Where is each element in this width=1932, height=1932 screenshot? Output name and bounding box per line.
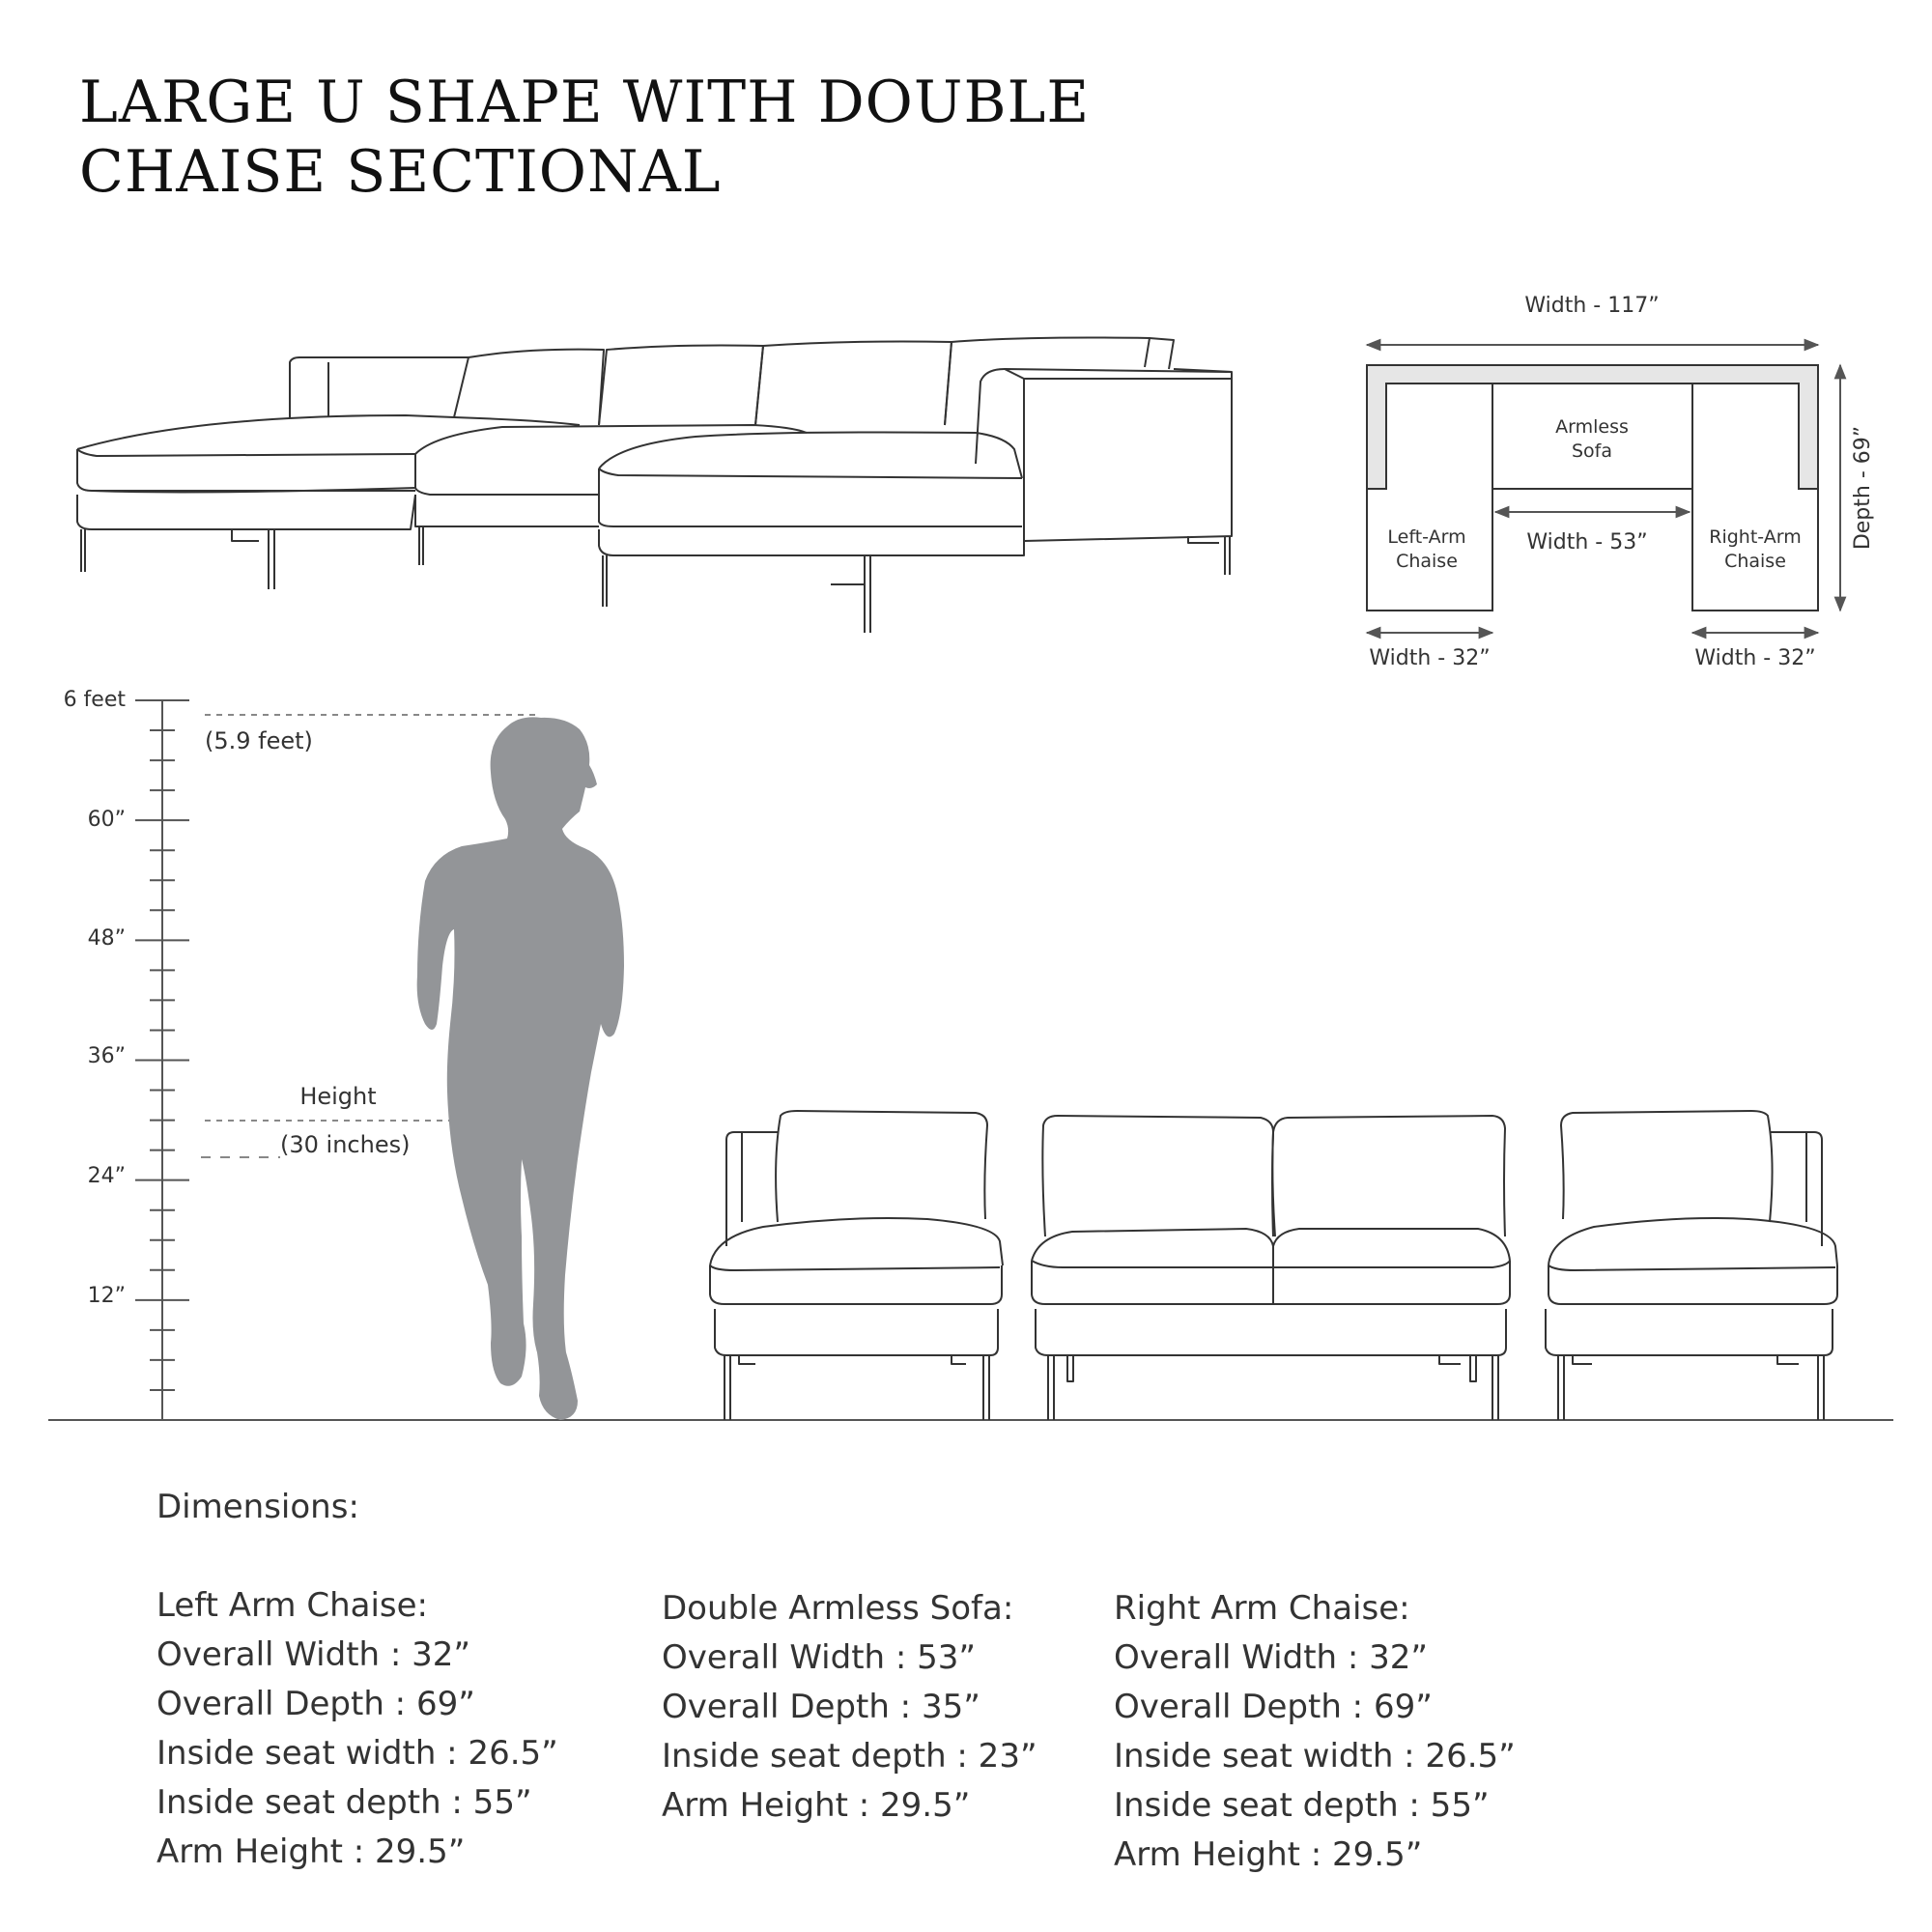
spec-line: Inside seat depth : 23”	[662, 1737, 1037, 1776]
dimensions-heading: Dimensions:	[156, 1488, 359, 1526]
tick-label-12: 12”	[87, 1284, 126, 1308]
right-arm-chaise-specs	[1114, 1584, 1516, 1880]
left-chaise-label-1: Left-Arm	[1387, 526, 1466, 548]
overall-depth-label: Depth - 69”	[1851, 425, 1875, 551]
spec-line: Overall Width : 32”	[1114, 1638, 1429, 1677]
front-view-double-armless-sofa	[1032, 1116, 1510, 1420]
spec-line: Overall Depth : 35”	[662, 1688, 980, 1726]
spec-line: Inside seat depth : 55”	[1114, 1786, 1490, 1825]
armless-sofa-label-2: Sofa	[1571, 440, 1613, 462]
spec-line: Inside seat depth : 55”	[156, 1783, 532, 1822]
armless-sofa-label-1: Armless	[1555, 416, 1629, 438]
tick-label-6ft: 6 feet	[63, 688, 126, 712]
front-view-left-arm-chaise	[710, 1111, 1003, 1420]
left-arm-chaise-title: Left Arm Chaise:	[156, 1586, 428, 1625]
left-chaise-label-2: Chaise	[1396, 551, 1458, 572]
left-width-label: Width - 32”	[1369, 646, 1491, 670]
title-line-1: LARGE U SHAPE WITH DOUBLE	[79, 69, 1091, 136]
right-chaise-label-1: Right-Arm	[1709, 526, 1802, 548]
spec-line: Overall Depth : 69”	[156, 1685, 475, 1723]
height-scale	[48, 700, 1893, 1420]
person-height-label: (5.9 feet)	[205, 727, 313, 754]
spec-line: Arm Height : 29.5”	[662, 1786, 971, 1825]
spec-line: Inside seat width : 26.5”	[1114, 1737, 1516, 1776]
sofa-height-value: (30 inches)	[280, 1131, 411, 1158]
sectional-perspective-drawing	[77, 338, 1232, 634]
spec-line: Arm Height : 29.5”	[1114, 1835, 1423, 1874]
scale-labels	[64, 688, 127, 1308]
spec-line: Arm Height : 29.5”	[156, 1833, 466, 1871]
tick-label-24: 24”	[87, 1164, 126, 1188]
tick-label-60: 60”	[87, 808, 126, 832]
spec-line: Overall Width : 53”	[662, 1638, 977, 1677]
double-armless-sofa-title: Double Armless Sofa:	[662, 1589, 1014, 1628]
sofa-height-label: Height	[299, 1083, 377, 1110]
right-width-label: Width - 32”	[1694, 646, 1816, 670]
inner-width-label: Width - 53”	[1526, 530, 1648, 554]
tick-label-36: 36”	[87, 1044, 126, 1068]
person-silhouette	[417, 717, 624, 1420]
overall-width-label: Width - 117”	[1524, 294, 1660, 318]
double-armless-sofa-specs	[662, 1584, 1037, 1831]
right-chaise-label-2: Chaise	[1724, 551, 1786, 572]
tick-label-48: 48”	[87, 926, 126, 951]
spec-line: Overall Width : 32”	[156, 1635, 471, 1674]
right-arm-chaise-title: Right Arm Chaise:	[1114, 1589, 1410, 1628]
top-view-diagram	[1367, 294, 1875, 670]
title-line-2: CHAISE SECTIONAL	[79, 138, 722, 206]
front-view-right-arm-chaise	[1546, 1111, 1837, 1420]
spec-line: Inside seat width : 26.5”	[156, 1734, 558, 1773]
left-arm-chaise-specs	[156, 1581, 558, 1877]
spec-line: Overall Depth : 69”	[1114, 1688, 1433, 1726]
